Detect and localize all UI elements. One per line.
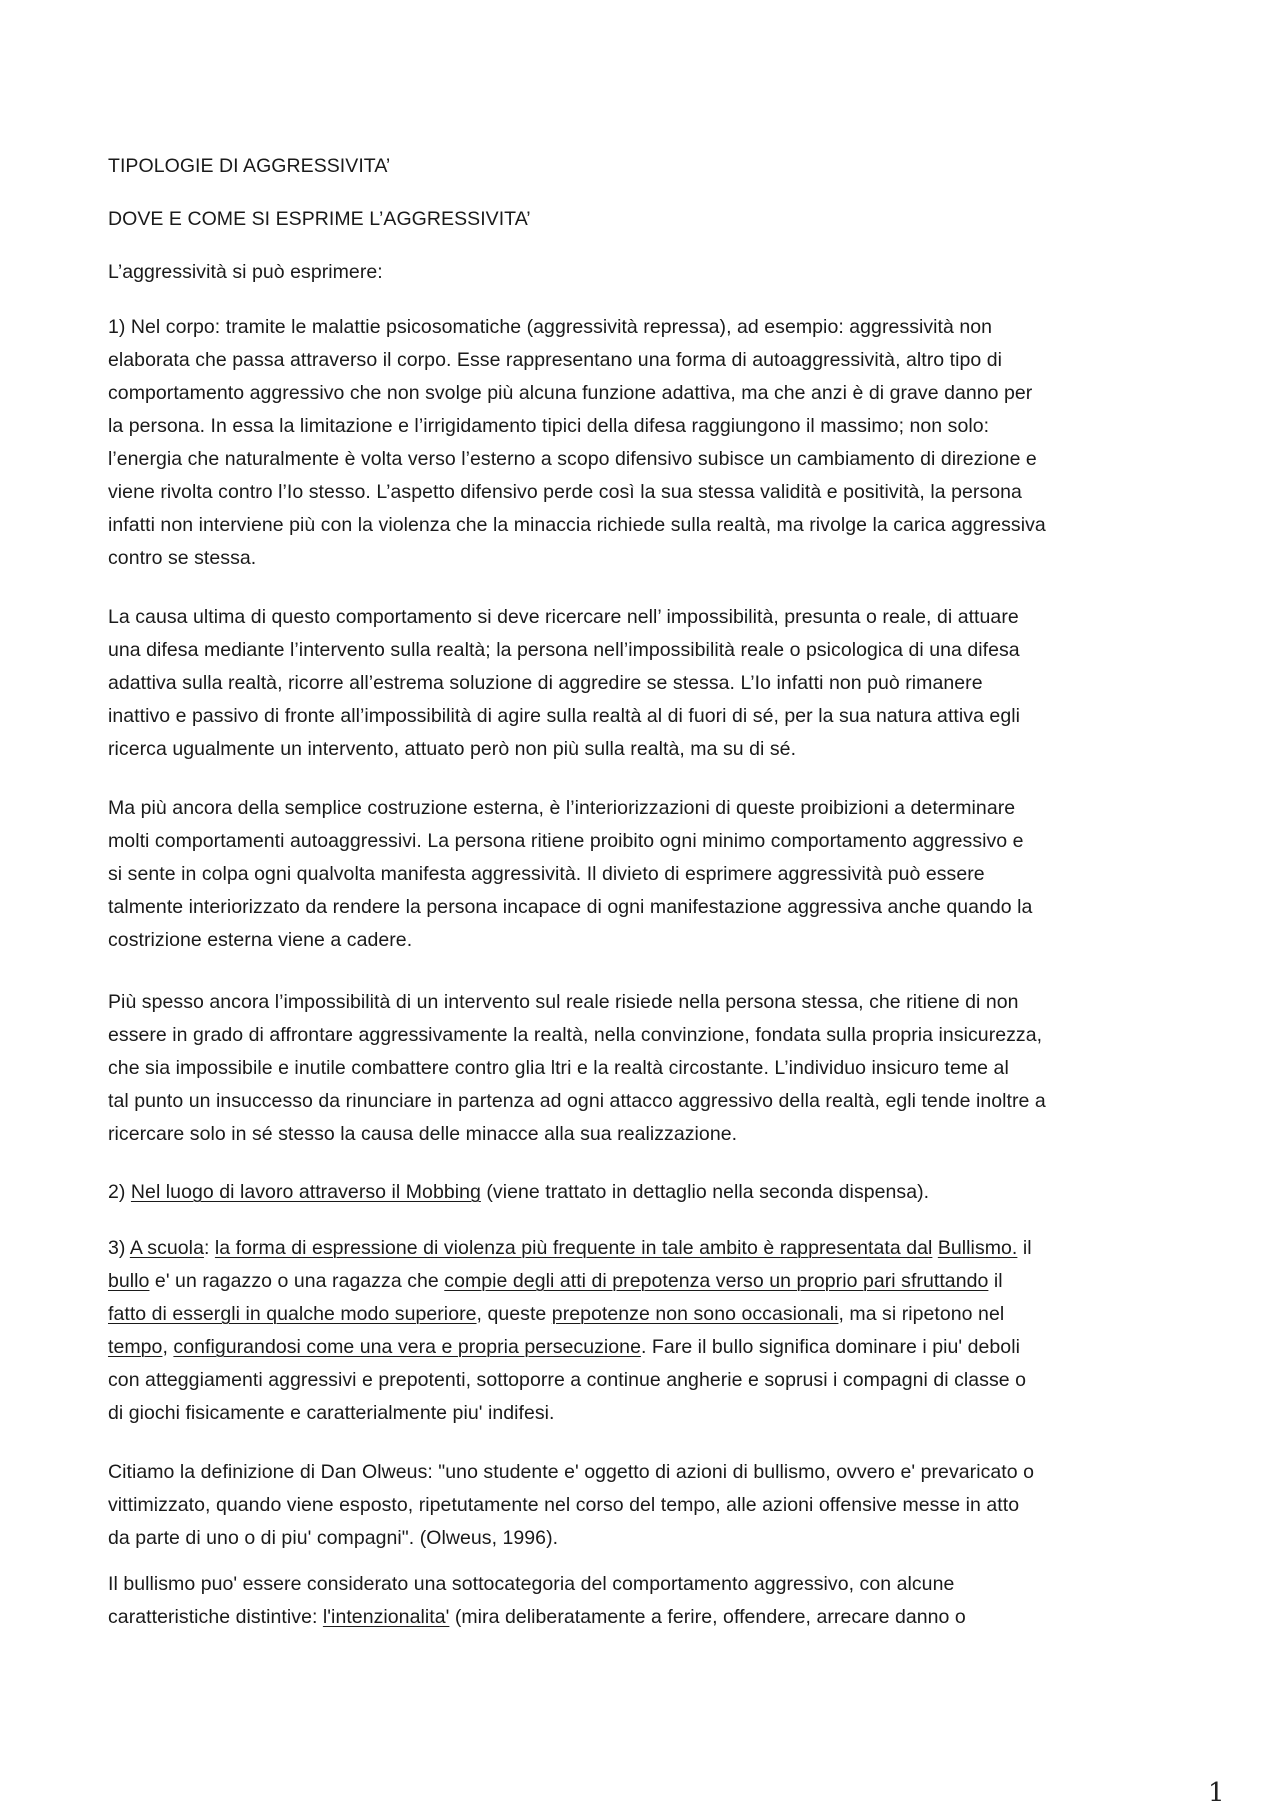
text-line: Ma più ancora della semplice costruzione esterna, è l’interiorizzazioni di queste proibizioni a determinare [108, 797, 1016, 819]
text-span: , ma si ripetono nel [838, 1303, 1005, 1325]
list-number: 2) [108, 1181, 131, 1203]
paragraph-4 [108, 986, 1178, 1151]
text-line: 1) Nel corpo: tramite le malattie psicosomatiche (aggressività repressa), ad esempio: aggressività non [108, 316, 993, 338]
text-line: essere in grado di affrontare aggressivamente la realtà, nella convinzione, fondata sulla propria insicurezza, [108, 1024, 1043, 1046]
text-span: (viene trattato in dettaglio nella seconda dispensa). [480, 1181, 930, 1203]
text-span: , queste [476, 1303, 552, 1325]
underlined-phrase: Nel luogo di lavoro attraverso il Mobbing [130, 1181, 481, 1203]
text-line: la persona. In essa la limitazione e l’irrigidamento tipici della difesa raggiungono il massimo; non solo: [108, 415, 990, 437]
text-span: il [988, 1270, 1003, 1292]
text-span: , [162, 1336, 174, 1358]
text-line: adattiva sulla realtà, ricorre all’estrema soluzione di aggredire se stessa. L’Io infatti non può rimanere [108, 672, 983, 694]
text-line [108, 1298, 1178, 1331]
underlined-phrase: l'intenzionalita' [322, 1606, 450, 1628]
text-line: di giochi fisicamente e caratterialmente piu' indifesi. [108, 1402, 555, 1424]
text-line: ricercare solo in sé stesso la causa delle minacce alla sua realizzazione. [108, 1123, 738, 1145]
text-span: e' un ragazzo o una ragazza che [149, 1270, 445, 1292]
text-line: molti comportamenti autoaggressivi. La persona ritiene proibito ogni minimo comportamento aggressivo e [108, 830, 1024, 852]
text-line [108, 1331, 1178, 1364]
text-span: : [203, 1237, 215, 1259]
text-line: che sia impossibile e inutile combattere contro glia ltri e la realtà circostante. L’individuo insicuro teme al [108, 1057, 1009, 1079]
underlined-phrase: Bullismo. [937, 1237, 1018, 1259]
underlined-phrase: tempo [108, 1336, 163, 1358]
text-line [108, 1265, 1178, 1298]
underlined-phrase: configurandosi come una vera e propria persecuzione [173, 1336, 641, 1358]
underlined-phrase: compie degli atti di prepotenza verso un proprio pari sfruttando [444, 1270, 989, 1292]
underlined-phrase: bullo [108, 1270, 150, 1292]
intro-line: L’aggressività si può esprimere: [108, 261, 383, 283]
text-line: tal punto un insuccesso da rinunciare in partenza ad ogni attacco aggressivo della realtà, egli tende inoltre a [108, 1090, 1046, 1112]
text-line: vittimizzato, quando viene esposto, ripetutamente nel corso del tempo, alle azioni offensive messe in atto [108, 1494, 1020, 1516]
text-line: infatti non interviene più con la violenza che la minaccia richiede sulla realtà, ma rivolge la carica aggressiva [108, 514, 1046, 536]
text-line [108, 1601, 1178, 1634]
paragraph-7 [108, 1456, 1178, 1555]
paragraph-6 [108, 1232, 1178, 1430]
page-number-mark: 1 [1208, 1778, 1225, 1808]
text-line: con atteggiamenti aggressivi e prepotenti, sottoporre a continue angherie e soprusi i compagni di classe o [108, 1369, 1027, 1391]
text-line: Citiamo la definizione di Dan Olweus: "uno studente e' oggetto di azioni di bullismo, ovvero e' prevaricato o [108, 1461, 1034, 1483]
text-line [108, 1176, 1178, 1209]
text-line: inattivo e passivo di fronte all’impossibilità di agire sulla realtà al di fuori di sé, per la sua natura attiva egli [108, 705, 1020, 727]
paragraph-5 [108, 1176, 1178, 1209]
text-line: talmente interiorizzato da rendere la persona incapace di ogni manifestazione aggressiva anche quando la [108, 896, 1033, 918]
text-line: una difesa mediante l’intervento sulla realtà; la persona nell’impossibilità reale o psicologica di una difesa [108, 639, 1020, 661]
text-line [108, 1232, 1178, 1265]
list-number: 3) [108, 1237, 130, 1259]
text-span: . Fare il bullo significa dominare i piu' deboli [640, 1336, 1020, 1358]
text-line: elaborata che passa attraverso il corpo. Esse rappresentano una forma di autoaggressività, altro tipo di [108, 349, 1003, 371]
text-line: La causa ultima di questo comportamento si deve ricercare nell’ impossibilità, presunta o reale, di attuare [108, 606, 1019, 628]
text-line: viene rivolta contro l’Io stesso. L’aspetto difensivo perde così la sua stessa validità e positività, la persona [108, 481, 1022, 503]
heading-tipologie [108, 150, 1178, 183]
intro-paragraph [108, 256, 1178, 289]
text-line: costrizione esterna viene a cadere. [108, 929, 413, 951]
text-line: ricerca ugualmente un intervento, attuato però non più sulla realtà, ma su di sé. [108, 738, 797, 760]
paragraph-8 [108, 1568, 1178, 1634]
underlined-phrase: fatto di essergli in qualche modo superiore [108, 1303, 477, 1325]
text-line: contro se stessa. [108, 547, 257, 569]
heading-dove [108, 203, 1178, 236]
text-line: Più spesso ancora l’impossibilità di un intervento sul reale risiede nella persona stessa, che ritiene di non [108, 991, 1019, 1013]
paragraph-3 [108, 792, 1178, 957]
paragraph-1 [108, 311, 1178, 575]
underlined-phrase: prepotenze non sono occasionali [551, 1303, 839, 1325]
text-span: caratteristiche distintive: [108, 1606, 323, 1628]
text-line: comportamento aggressivo che non svolge più alcuna funzione adattiva, ma che anzi è di grave danno per [108, 382, 1033, 404]
text-span: (mira deliberatamente a ferire, offendere, arrecare danno o [449, 1606, 966, 1628]
underlined-phrase: la forma di espressione di violenza più frequente in tale ambito è rappresentata dal [214, 1237, 933, 1259]
text-line: l’energia che naturalmente è volta verso l’esterno a scopo difensivo subisce un cambiamento di direzione e [108, 448, 1037, 470]
heading-2: DOVE E COME SI ESPRIME L’AGGRESSIVITA’ [108, 208, 531, 230]
text-line: Il bullismo puo' essere considerato una sottocategoria del comportamento aggressivo, con alcune [108, 1573, 955, 1595]
paragraph-2 [108, 601, 1178, 766]
text-span: il [1017, 1237, 1032, 1259]
underlined-phrase: A scuola [129, 1237, 204, 1259]
text-line: da parte di uno o di piu' compagni". (Olweus, 1996). [108, 1527, 559, 1549]
heading-1: TIPOLOGIE DI AGGRESSIVITA’ [108, 155, 391, 177]
text-line: si sente in colpa ogni qualvolta manifesta aggressività. Il divieto di esprimere aggressività può essere [108, 863, 985, 885]
